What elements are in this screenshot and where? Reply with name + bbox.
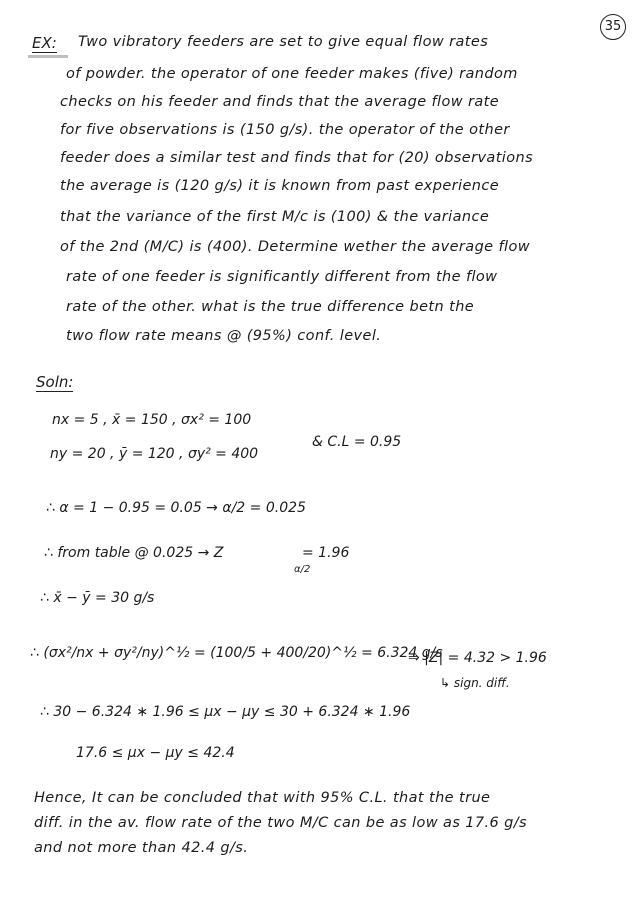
- confidence-level: & C.L = 0.95: [312, 434, 402, 450]
- z-subscript: α/2: [294, 564, 311, 575]
- example-label: EX:: [32, 34, 57, 52]
- problem-line-9: rate of one feeder is significantly different from the flow: [66, 269, 498, 285]
- problem-line-11: two flow rate means @ (95%) conf. level.: [66, 328, 382, 344]
- problem-line-7: that the variance of the first M/c is (100) & the variance: [60, 209, 490, 225]
- mean-difference: ∴ x̄ − ȳ = 30 g/s: [40, 590, 155, 606]
- solution-label: Soln:: [36, 373, 74, 391]
- problem-line-2: of powder. the operator of one feeder makes (five) random: [66, 66, 518, 82]
- confidence-interval-formula: ∴ 30 − 6.324 ∗ 1.96 ≤ μx − μy ≤ 30 + 6.324 ∗ 1.96: [40, 704, 411, 720]
- conclusion-line-2: diff. in the av. flow rate of the two M/C can be as low as 17.6 g/s: [34, 815, 528, 831]
- alpha-calculation: ∴ α = 1 − 0.95 = 0.05 → α/2 = 0.025: [46, 500, 306, 516]
- problem-line-3: checks on his feeder and finds that the average flow rate: [60, 94, 500, 110]
- z-value: = 1.96: [302, 545, 350, 561]
- given-y-values: ny = 20 , ȳ = 120 , σy² = 400: [50, 446, 259, 462]
- problem-line-4: for five observations is (150 g/s). the operator of the other: [60, 122, 510, 138]
- problem-line-5: feeder does a similar test and finds that for (20) observations: [60, 150, 534, 166]
- problem-line-10: rate of the other. what is the true difference betn the: [66, 299, 475, 315]
- problem-line-6: the average is (120 g/s) it is known from past experience: [60, 178, 500, 194]
- problem-line-1: Two vibratory feeders are set to give equal flow rates: [78, 34, 489, 50]
- given-x-values: nx = 5 , x̄ = 150 , σx² = 100: [52, 412, 252, 428]
- example-highlight: [28, 55, 68, 58]
- conclusion-line-3: and not more than 42.4 g/s.: [34, 840, 249, 856]
- significance-note: ↳ sign. diff.: [440, 676, 510, 690]
- standard-error-calculation: ∴ (σx²/nx + σy²/ny)^½ = (100/5 + 400/20)^½ = 6.324 g/s: [30, 645, 443, 661]
- page-number-circle: 35: [600, 14, 626, 40]
- confidence-interval-result: 17.6 ≤ μx − μy ≤ 42.4: [76, 745, 235, 761]
- problem-line-8: of the 2nd (M/C) is (400). Determine wether the average flow: [60, 239, 530, 255]
- z-table-lookup: ∴ from table @ 0.025 → Z: [44, 545, 224, 561]
- conclusion-line-1: Hence, It can be concluded that with 95% C.L. that the true: [34, 790, 491, 806]
- z-statistic-result: ⇒ |Z| = 4.32 > 1.96: [408, 650, 547, 666]
